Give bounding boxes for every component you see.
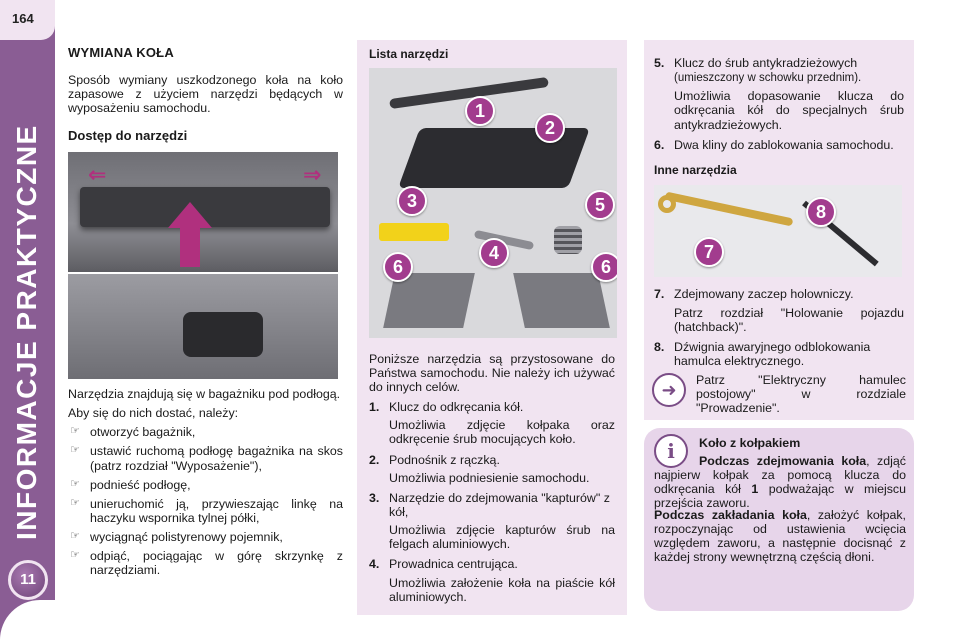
column-other-tools <box>644 40 914 420</box>
item-title: Dwa kliny do zablokowania samochodu. <box>674 137 894 152</box>
list-item: ☞ odpiąć, pociągając w górę skrzynkę z narzędziami. <box>68 549 343 577</box>
item-description: Patrz rozdział "Holowanie pojazdu (hatchback)". <box>674 305 904 334</box>
item-description: Umożliwia dopasowanie klucza do odkręcania kół do specjalnych śrub antykradzieżowych. <box>674 89 904 132</box>
arrow-right-icon: ➜ <box>652 373 686 407</box>
item-title-wrap <box>674 56 904 85</box>
list-item <box>369 453 615 467</box>
column-access <box>68 40 343 583</box>
callout-6b: 6 <box>591 252 617 282</box>
item-number: 5. <box>654 56 665 70</box>
list-item <box>654 56 904 85</box>
callout-2: 2 <box>535 113 565 143</box>
item-title: Prowadnica centrująca. <box>389 557 518 572</box>
info-icon: i <box>654 434 688 468</box>
subheading-access: Dostęp do narzędzi <box>68 128 188 144</box>
lift-arrow-icon <box>168 202 212 228</box>
callout-1: 1 <box>465 96 495 126</box>
item-number: 2. <box>369 452 380 467</box>
instructions-lead: Aby się do nich dostać, należy: <box>68 406 239 421</box>
photo-tool-tray <box>68 274 338 379</box>
tool-list <box>369 400 615 604</box>
info-paragraph-removal <box>654 454 906 511</box>
location-text: Narzędzia znajdują się w bagażniku pod podłogą. <box>68 387 341 402</box>
item-description: Umożliwia zdjęcie kapturów śrub na felgach aluminiowych. <box>389 523 615 552</box>
item-number: 6. <box>654 137 665 152</box>
chock-right <box>513 273 610 328</box>
arrow-right-icon: ⇒ <box>303 162 322 188</box>
item-number: 3. <box>369 490 380 505</box>
info-paragraph-fitting <box>654 508 906 565</box>
page-number-box <box>0 0 55 40</box>
info-title: Koło z kołpakiem <box>699 436 801 450</box>
list-item: ☞ ustawić ruchomą podłogę bagażnika na skos (patrz rozdział "Wyposażenie"), <box>68 444 343 472</box>
item-title: Narzędzie do zdejmowania "kapturów" z kół, <box>389 490 610 519</box>
column-tool-list <box>357 40 627 615</box>
item-note: (umieszczony w schowku przednim). <box>674 72 862 85</box>
tool-list-heading: Lista narzędzi <box>369 47 449 61</box>
callout-6a: 6 <box>383 252 413 282</box>
info-text: podważając w miejscu przejścia zaworu. <box>654 482 906 511</box>
arrow-left-icon: ⇐ <box>88 162 107 188</box>
anti-theft-socket <box>554 226 582 254</box>
chapter-sidebar <box>0 0 55 640</box>
sidebar-corner <box>0 600 55 640</box>
photo-trunk-floor <box>68 152 338 272</box>
steps-list <box>68 425 343 577</box>
item-title: Klucz do odkręcania kół. <box>389 400 524 415</box>
item-number: 4. <box>369 557 380 572</box>
list-item <box>369 491 615 519</box>
list-item <box>654 138 904 152</box>
other-tools-heading: Inne narzędzia <box>654 162 737 177</box>
callout-7: 7 <box>694 237 724 267</box>
list-item <box>369 557 615 571</box>
item-title: Zdejmowany zaczep holowniczy. <box>674 287 854 302</box>
tool-list-continued <box>654 56 904 152</box>
item-description: Umożliwia podniesienie samochodu. <box>389 470 590 485</box>
tool-tray <box>183 312 263 357</box>
item-title: Podnośnik z rączką. <box>389 452 500 467</box>
list-item: ☞ podnieść podłogę, <box>68 478 343 492</box>
list-item: ☞ otworzyć bagażnik, <box>68 425 343 439</box>
item-number: 7. <box>654 287 665 302</box>
list-item: ☞ wyciągnąć polistyrenowy pojemnik, <box>68 530 343 544</box>
tools-illustration <box>369 68 617 338</box>
item-description: Umożliwia założenie koła na piaście kół aluminiowych. <box>389 575 615 604</box>
item-number: 8. <box>654 339 665 354</box>
info-bold: Podczas zdejmowania koła <box>699 454 867 468</box>
tow-eye <box>665 192 794 227</box>
info-bold: Podczas zakładania koła <box>654 508 807 522</box>
info-ref-number: 1 <box>751 482 759 497</box>
list-item: ☞ unieruchomić ją, przywieszając linkę na haczyku wspornika tylnej półki, <box>68 497 343 525</box>
other-tools-list <box>654 287 904 368</box>
list-item <box>654 287 904 301</box>
info-text: , zdjąć najpierw kołpak za pomocą klucza do odkręcania kół <box>654 454 906 497</box>
callout-5: 5 <box>585 190 615 220</box>
tool-list-intro: Poniższe narzędzia są przystosowane do Państwa samochodu. Nie należy ich używać do innych celów. <box>369 351 615 394</box>
lift-arrow-shaft <box>180 227 200 267</box>
page-number: 164 <box>12 11 34 26</box>
cap-remover <box>379 223 449 241</box>
other-tools-illustration <box>654 185 902 277</box>
item-description: Umożliwia zdjęcie kołpaka oraz odkręcenie śrub mocujących koło. <box>389 418 615 447</box>
intro-text: Sposób wymiany uszkodzonego koła na koło zapasowe z użyciem narzędzi będących w wyposażeniu samochodu. <box>68 72 343 116</box>
cross-reference: Patrz "Elektryczny hamulec postojowy" w rozdziale "Prowadzenie". <box>696 373 906 416</box>
list-item <box>369 400 615 414</box>
list-item <box>654 340 904 368</box>
section-heading: WYMIANA KOŁA <box>68 45 174 60</box>
item-title: Klucz do śrub antykradzieżowych <box>674 56 858 70</box>
chapter-number-badge: 11 <box>8 560 48 600</box>
info-box-hubcap <box>644 428 914 611</box>
info-text: , założyć kołpak, rozpoczynając od ustawienia wcięcia względem zaworu, a następnie docisnąć z każdej strony wewnętrzną częścią dłoni. <box>654 508 906 565</box>
callout-8: 8 <box>806 197 836 227</box>
callout-4: 4 <box>479 238 509 268</box>
item-title: Dźwignia awaryjnego odblokowania hamulca elektrycznego. <box>674 339 871 369</box>
chapter-title: INFORMACJE PRAKTYCZNE <box>11 124 42 540</box>
item-number: 1. <box>369 400 380 415</box>
callout-3: 3 <box>397 186 427 216</box>
